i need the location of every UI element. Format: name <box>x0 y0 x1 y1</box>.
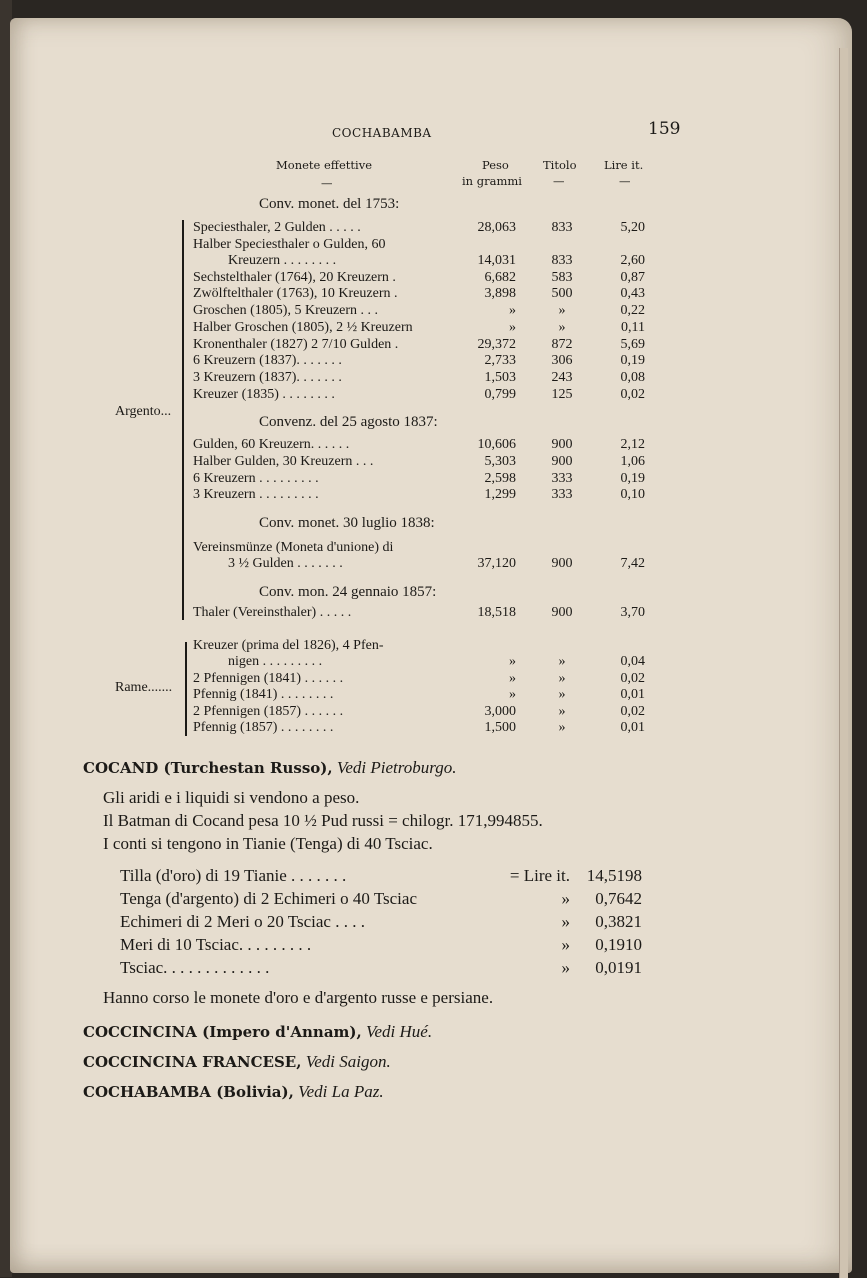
cocand-coin: Echimeri di 2 Meri o 20 Tsciac . . . . <box>120 912 365 931</box>
coin-value-lire: 1,06 <box>620 454 645 469</box>
cocand-value: 0,3821 <box>595 912 642 931</box>
section-heading: Conv. monet. del 1753: <box>259 196 400 212</box>
coin-fineness: 333 <box>551 471 573 486</box>
coin-name: nigen . . . . . . . . . <box>228 654 323 669</box>
entry-cochabamba <box>83 1082 384 1102</box>
cocand-coin: Tsciac. . . . . . . . . . . . . <box>120 958 270 977</box>
entry-coccincina <box>83 1022 432 1042</box>
cocand-line2: Il Batman di Cocand pesa 10 ½ Pud russi = chilogr. 171,994855. <box>103 811 543 830</box>
entry-title: COCHABAMBA (Bolivia), <box>83 1083 294 1101</box>
coin-name: 3 Kreuzern . . . . . . . . . <box>193 487 319 502</box>
section-heading: Convenz. del 25 agosto 1837: <box>259 414 438 430</box>
coin-name: Vereinsmünze (Moneta d'unione) di <box>193 540 394 555</box>
coin-fineness: 583 <box>551 270 573 285</box>
coin-name: Groschen (1805), 5 Kreuzern . . . <box>193 303 379 318</box>
cocand-equals: » <box>561 958 570 977</box>
rame-bracket <box>185 642 187 736</box>
cocand-line1: Gli aridi e i liquidi si vendono a peso. <box>103 788 360 807</box>
col-header-peso-unit: in grammi <box>462 174 522 188</box>
section-heading: Conv. monet. 30 luglio 1838: <box>259 515 435 531</box>
coin-weight: 1,500 <box>484 720 516 735</box>
cocand-equals: = Lire it. <box>509 866 570 885</box>
coin-weight: 29,372 <box>477 337 516 352</box>
coin-fineness: 833 <box>551 220 573 235</box>
coin-weight: 6,682 <box>484 270 516 285</box>
coin-weight: » <box>509 687 516 702</box>
coin-name: Kronenthaler (1827) 2 7/10 Gulden . <box>193 337 399 352</box>
coin-weight: 1,299 <box>484 487 516 502</box>
coin-value-lire: 0,87 <box>620 270 645 285</box>
coin-fineness: 900 <box>551 605 573 620</box>
cocand-equals: » <box>561 935 570 954</box>
coin-name: Kreuzer (1835) . . . . . . . . <box>193 387 335 402</box>
coin-value-lire: 0,22 <box>620 303 645 318</box>
coin-value-lire: 0,19 <box>620 471 645 486</box>
coin-fineness: » <box>558 654 566 669</box>
cocand-equals: » <box>561 912 570 931</box>
coin-value-lire: 2,12 <box>620 437 645 452</box>
coin-fineness: 900 <box>551 556 573 571</box>
cocand-line3: I conti si tengono in Tianie (Tenga) di 40 Tsciac. <box>103 834 433 853</box>
group-label-argento: Argento... <box>115 404 172 419</box>
coin-fineness: 500 <box>551 286 573 301</box>
col-header-lire: Lire it. <box>604 158 644 172</box>
running-title: COCHABAMBA <box>332 126 432 140</box>
coin-fineness: 833 <box>551 253 573 268</box>
coin-name: 2 Pfennigen (1857) . . . . . . <box>193 704 344 719</box>
cocand-title: COCAND (Turchestan Russo), <box>83 759 333 777</box>
cocand-heading <box>83 758 456 778</box>
coin-weight: 14,031 <box>477 253 516 268</box>
coin-value-lire: 0,02 <box>620 671 645 686</box>
coin-weight: 2,733 <box>484 353 516 368</box>
col-header-dash: — <box>321 176 333 190</box>
coin-value-lire: 5,69 <box>620 337 645 352</box>
page-edge <box>839 48 848 1278</box>
coin-fineness: 333 <box>551 487 573 502</box>
coin-name: 3 ½ Gulden . . . . . . . <box>228 556 343 571</box>
coin-weight: 10,606 <box>477 437 516 452</box>
coin-value-lire: 0,02 <box>620 387 645 402</box>
entry-coccincina-francese <box>83 1052 391 1072</box>
cocand-value: 0,1910 <box>595 935 642 954</box>
cocand-equals: » <box>561 889 570 908</box>
coin-name: Gulden, 60 Kreuzern. . . . . . <box>193 437 350 452</box>
coin-value-lire: 0,02 <box>620 704 645 719</box>
coin-value-lire: 0,11 <box>621 320 645 335</box>
entry-ref: Vedi Saigon. <box>305 1052 391 1071</box>
coin-name: 6 Kreuzern (1837). . . . . . . <box>193 353 342 368</box>
coin-weight: 3,898 <box>484 286 516 301</box>
coin-name: Kreuzer (prima del 1826), 4 Pfen- <box>193 638 384 653</box>
col-header-titolo-dash: — <box>553 174 565 188</box>
coin-fineness: 306 <box>551 353 573 368</box>
section-heading: Conv. mon. 24 gennaio 1857: <box>259 584 437 600</box>
coin-fineness: » <box>558 720 566 735</box>
coin-weight: » <box>509 654 516 669</box>
coin-name: Halber Gulden, 30 Kreuzern . . . <box>193 454 374 469</box>
coin-fineness: 243 <box>551 370 573 385</box>
coin-value-lire: 7,42 <box>620 556 645 571</box>
coin-value-lire: 5,20 <box>620 220 645 235</box>
coin-fineness: 900 <box>551 454 573 469</box>
page-number: 159 <box>648 119 681 139</box>
coin-fineness: » <box>558 303 566 318</box>
col-header-peso: Peso <box>482 158 509 172</box>
cocand-coin: Tenga (d'argento) di 2 Echimeri o 40 Tsciac <box>120 889 417 908</box>
coin-value-lire: 0,19 <box>620 353 645 368</box>
col-header-titolo: Titolo <box>543 158 577 172</box>
coin-fineness: 900 <box>551 437 573 452</box>
col-header-desc: Monete effettive <box>276 158 372 172</box>
cocand-value: 14,5198 <box>586 866 642 885</box>
coin-value-lire: 0,01 <box>620 687 645 702</box>
coin-name: 2 Pfennigen (1841) . . . . . . <box>193 671 344 686</box>
coin-value-lire: 0,08 <box>620 370 645 385</box>
coin-fineness: 125 <box>551 387 573 402</box>
coin-name: Halber Speciesthaler o Gulden, 60 <box>193 237 386 252</box>
coin-value-lire: 3,70 <box>620 605 645 620</box>
cocand-value: 0,0191 <box>595 958 642 977</box>
entry-ref: Vedi Hué. <box>365 1022 433 1041</box>
coin-weight: 1,503 <box>484 370 516 385</box>
cocand-coin: Tilla (d'oro) di 19 Tianie . . . . . . . <box>120 866 347 885</box>
coin-weight: 2,598 <box>484 471 516 486</box>
cocand-ref: Vedi Pietroburgo. <box>336 758 457 777</box>
argento-bracket <box>182 220 184 620</box>
coin-value-lire: 2,60 <box>620 253 645 268</box>
coin-name: Kreuzern . . . . . . . . <box>228 253 337 268</box>
coin-name: Speciesthaler, 2 Gulden . . . . . <box>193 220 361 235</box>
coin-weight: » <box>509 303 516 318</box>
coin-value-lire: 0,43 <box>620 286 645 301</box>
coin-name: Thaler (Vereinsthaler) . . . . . <box>193 605 352 620</box>
group-label-rame: Rame....... <box>115 680 173 695</box>
cocand-coin: Meri di 10 Tsciac. . . . . . . . . <box>120 935 312 954</box>
entry-ref: Vedi La Paz. <box>298 1082 384 1101</box>
cocand-value: 0,7642 <box>595 889 642 908</box>
coin-value-lire: 0,04 <box>620 654 645 669</box>
coin-name: Sechstelthaler (1764), 20 Kreuzern . <box>193 270 396 285</box>
cocand-line4: Hanno corso le monete d'oro e d'argento russe e persiane. <box>103 988 494 1007</box>
coin-weight: 0,799 <box>484 387 516 402</box>
coin-value-lire: 0,01 <box>620 720 645 735</box>
coin-name: Pfennig (1841) . . . . . . . . <box>193 687 334 702</box>
coin-fineness: 872 <box>551 337 573 352</box>
coin-name: Halber Groschen (1805), 2 ½ Kreuzern <box>193 320 413 335</box>
coin-name: 6 Kreuzern . . . . . . . . . <box>193 471 319 486</box>
col-header-lire-dash: — <box>619 174 631 188</box>
coin-weight: 5,303 <box>484 454 516 469</box>
coin-weight: » <box>509 320 516 335</box>
coin-weight: » <box>509 671 516 686</box>
coin-fineness: » <box>558 320 566 335</box>
coin-name: 3 Kreuzern (1837). . . . . . . <box>193 370 342 385</box>
coin-weight: 3,000 <box>484 704 516 719</box>
coin-value-lire: 0,10 <box>620 487 645 502</box>
coin-weight: 28,063 <box>477 220 516 235</box>
entry-title: COCCINCINA FRANCESE, <box>83 1053 302 1071</box>
coin-fineness: » <box>558 704 566 719</box>
coin-weight: 37,120 <box>477 556 516 571</box>
entry-title: COCCINCINA (Impero d'Annam), <box>83 1023 362 1041</box>
coin-name: Zwölftelthaler (1763), 10 Kreuzern . <box>193 286 398 301</box>
coin-weight: 18,518 <box>477 605 516 620</box>
coin-fineness: » <box>558 671 566 686</box>
coin-name: Pfennig (1857) . . . . . . . . <box>193 720 334 735</box>
coin-fineness: » <box>558 687 566 702</box>
